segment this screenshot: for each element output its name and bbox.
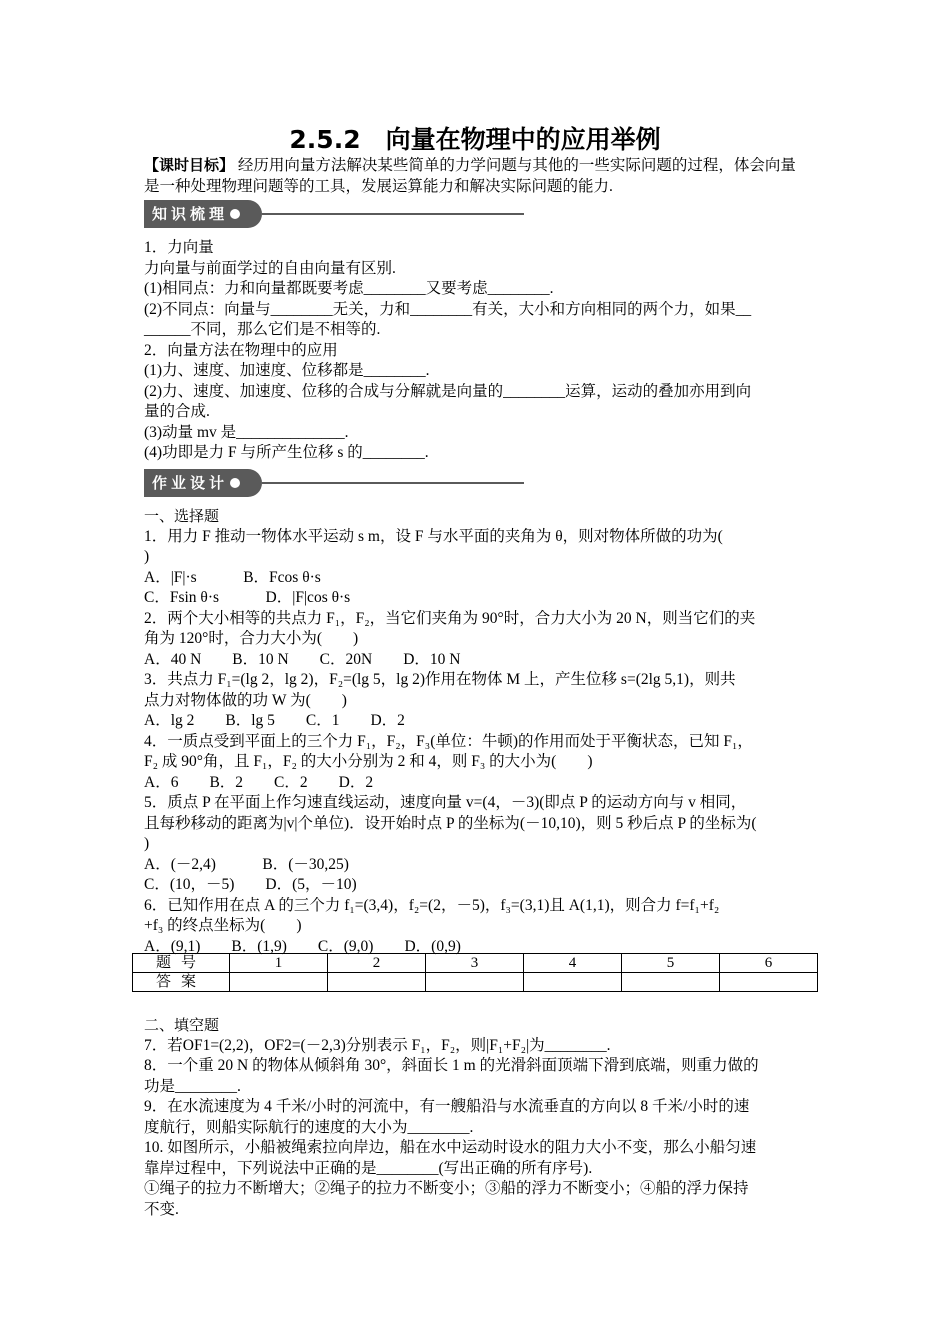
table-cell: 2 — [328, 954, 426, 973]
knowledge-line: (2)力、速度、加速度、位移的合成与分解就是向量的________运算，运动的叠加亦用到向 — [144, 382, 752, 400]
page-title: 2.5.2 向量在物理中的应用举例 — [289, 125, 661, 154]
knowledge-line: (1)相同点：力和向量都既要考虑________又要考虑________. — [144, 280, 554, 297]
knowledge-line: (2)不同点：向量与________无关，力和________有关，大小和方向相同的两个力，如果__ — [144, 300, 752, 318]
table-row — [133, 973, 818, 992]
fill-section — [144, 1015, 806, 1220]
answer-cell[interactable] — [328, 973, 426, 992]
question-line: ) — [144, 835, 150, 852]
question-line: 角为 120°时，合力大小为( ) — [144, 630, 359, 647]
table-row — [133, 954, 818, 973]
question-line: 且每秒移动的距离为|v|个单位)．设开始时点 P 的坐标为(－10,10)，则 5 秒后点 P 的坐标为( — [144, 814, 757, 832]
section-heading-choice: 一、选择题 — [144, 507, 220, 525]
table-cell: 4 — [524, 954, 622, 973]
question-line: C．Fsin θ·s D．|F|cos θ·s — [144, 589, 351, 606]
question-line: ) — [144, 548, 150, 565]
banner-knowledge — [144, 200, 524, 228]
table-cell: 5 — [622, 954, 720, 973]
question-line: A．(9,1) B．(1,9) C．(9,0) D．(0,9) — [144, 937, 461, 955]
answer-cell[interactable] — [524, 973, 622, 992]
answer-cell[interactable] — [622, 973, 720, 992]
answer-table — [132, 953, 818, 992]
answer-cell[interactable] — [426, 973, 524, 992]
banner-knowledge-label: 知识梳理 — [152, 205, 229, 223]
dot-icon — [230, 478, 240, 488]
question-line: F₂ 成 90°角，且 F₁，F₂ 的大小分别为 2 和 4，则 F₃ 的大小为( ) — [144, 753, 593, 770]
question-line: A．|F|·s B．Fcos θ·s — [144, 568, 321, 586]
question-line: +f₃ 的终点坐标为( ) — [144, 917, 302, 934]
knowledge-line: 1．力向量 — [144, 239, 214, 256]
question-line: 5．质点 P 在平面上作匀速直线运动，速度向量 v=(4，－3)(即点 P 的运动方向与 v 相同， — [144, 794, 747, 811]
banner-homework-label: 作业设计 — [152, 474, 229, 492]
question-line: 功是________. — [144, 1077, 241, 1095]
answer-cell[interactable] — [230, 973, 328, 992]
question-line: ①绳子的拉力不断增大；②绳子的拉力不断变小；③船的浮力不断变小；④船的浮力保持 — [144, 1180, 749, 1197]
banner-homework — [144, 469, 524, 497]
section-heading-fill: 二、填空题 — [144, 1016, 220, 1034]
question-line: C．(10，－5) D．(5，－10) — [144, 876, 357, 893]
question-line: 4．一质点受到平面上的三个力 F₁，F₂，F₃(单位：牛顿)的作用而处于平衡状态，已知 F₁， — [144, 732, 753, 750]
question-line: 点力对物体做的功 W 为( ) — [144, 691, 347, 709]
goal-text: 经历用向量方法解决某些简单的力学问题与其他的一些实际问题的过程，体会向量是一种处理物理问题等的工具，发展运算能力和解决实际问题的能力. — [144, 157, 796, 195]
lesson-goal — [144, 155, 806, 197]
question-line: A．40 N B．10 N C．20N D．10 N — [144, 650, 461, 668]
answer-cell[interactable] — [720, 973, 818, 992]
question-line: 9．在水流速度为 4 千米/小时的河流中，有一艘船沿与水流垂直的方向以 8 千米/小时的速 — [144, 1098, 750, 1115]
banner-rule — [262, 482, 524, 484]
choice-section — [144, 506, 806, 957]
question-line: 2．两个大小相等的共点力 F₁，F₂，当它们夹角为 90°时，合力大小为 20 N，则当它们的夹 — [144, 609, 756, 627]
question-line: A．lg 2 B．lg 5 C．1 D．2 — [144, 712, 405, 729]
knowledge-section — [144, 238, 806, 464]
question-line: 不变. — [144, 1200, 179, 1218]
knowledge-line: 2．向量方法在物理中的应用 — [144, 341, 338, 359]
table-row-label: 答案 — [133, 973, 230, 992]
knowledge-line: (3)动量 mv 是______________. — [144, 423, 349, 441]
question-line: 6．已知作用在点 A 的三个力 f₁=(3,4)，f₂=(2，－5)，f₃=(3,1)且 A(1,1)，则合力 f=f₁+f₂ — [144, 896, 720, 914]
knowledge-line: 力向量与前面学过的自由向量有区别. — [144, 259, 396, 277]
question-line: 靠岸过程中，下列说法中正确的是________(写出正确的所有序号). — [144, 1159, 593, 1177]
goal-label: 【课时目标】 — [144, 156, 235, 174]
table-cell: 1 — [230, 954, 328, 973]
table-cell: 3 — [426, 954, 524, 973]
knowledge-line: (1)力、速度、加速度、位移都是________. — [144, 362, 430, 379]
dot-icon — [230, 209, 240, 219]
table-row-label: 题号 — [133, 954, 230, 973]
question-line: A．(－2,4) B．(－30,25) — [144, 855, 349, 873]
banner-rule — [262, 213, 524, 215]
question-line: 10. 如图所示，小船被绳索拉向岸边，船在水中运动时设水的阻力大小不变，那么小船匀速 — [144, 1139, 757, 1156]
question-line: 1．用力 F 推动一物体水平运动 s m，设 F 与水平面的夹角为 θ，则对物体所做的功为( — [144, 527, 723, 545]
question-line: 度航行，则船实际航行的速度的大小为________. — [144, 1118, 474, 1136]
question-line: A．6 B．2 C．2 D．2 — [144, 773, 374, 791]
knowledge-line: 量的合成. — [144, 403, 210, 420]
question-line: 3．共点力 F₁=(lg 2，lg 2)，F₂=(lg 5，lg 2)作用在物体 M 上，产生位移 s=(2lg 5,1)，则共 — [144, 671, 736, 688]
knowledge-line: ______不同，那么它们是不相等的. — [144, 321, 381, 338]
question-line: 8．一个重 20 N 的物体从倾斜角 30°，斜面长 1 m 的光滑斜面顶端下滑到底端，则重力做的 — [144, 1057, 759, 1074]
question-line: 7．若OF1=(2,2)，OF2=(－2,3)分别表示 F₁，F₂，则|F₁+F₂|为________. — [144, 1036, 611, 1054]
table-cell: 6 — [720, 954, 818, 973]
knowledge-line: (4)功即是力 F 与所产生位移 s 的________. — [144, 444, 429, 461]
